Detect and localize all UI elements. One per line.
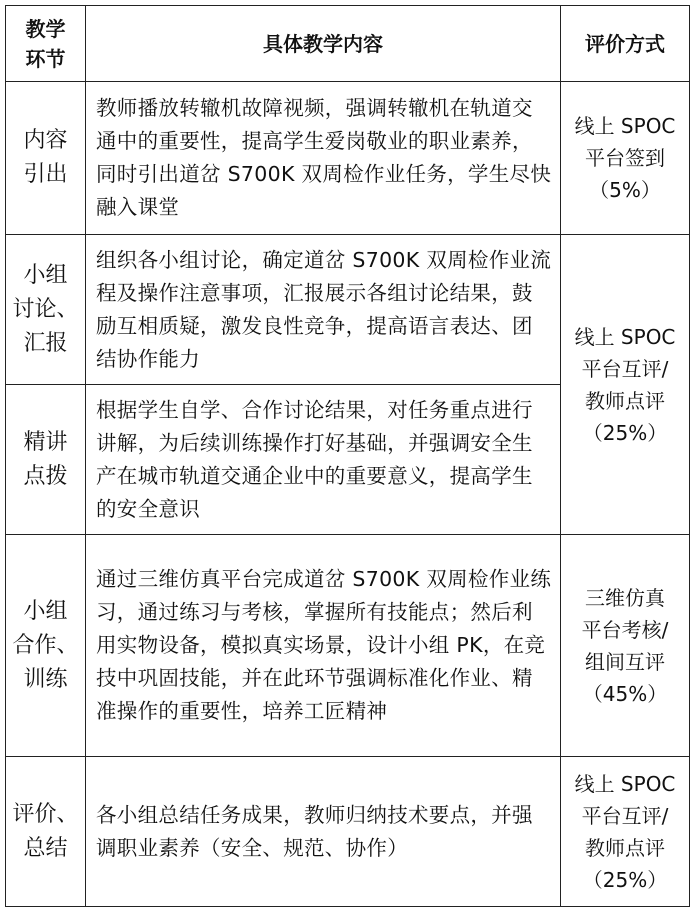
evaluation-line: 平台互评/ bbox=[581, 356, 669, 381]
stage-line: 精讲 bbox=[23, 429, 68, 455]
stage-line: 小组 bbox=[23, 262, 68, 288]
evaluation-line: 平台考核/ bbox=[581, 617, 669, 642]
stage-line: 引出 bbox=[23, 162, 68, 187]
evaluation-cell bbox=[561, 757, 690, 907]
content-cell: 通过三维仿真平台完成道岔 S700K 双周检作业练习，通过练习与考核，掌握所有技能点；然后利用实物设备，模拟真实场景，设计小组 PK，在竞技中巩固技能，并在此环节强调标准化作业、精准操作的重要性，培养工匠精神 bbox=[86, 535, 561, 757]
evaluation-line: 平台互评/ bbox=[581, 803, 669, 828]
evaluation-line: 教师点评 bbox=[585, 835, 665, 860]
evaluation-cell bbox=[561, 535, 690, 757]
evaluation-line: 线上 SPOC bbox=[574, 114, 676, 138]
stage-cell bbox=[6, 82, 86, 235]
stage-line: 训练 bbox=[23, 666, 68, 692]
stage-line: 总结 bbox=[23, 835, 68, 861]
evaluation-line: （25%） bbox=[582, 867, 668, 892]
evaluation-line: （45%） bbox=[582, 681, 668, 706]
evaluation-line: 三维仿真 bbox=[585, 585, 665, 610]
table-header-row bbox=[6, 6, 690, 82]
evaluation-line: （5%） bbox=[589, 178, 661, 202]
content-cell: 各小组总结任务成果，教师归纳技术要点，并强调职业素养（安全、规范、协作） bbox=[86, 757, 561, 907]
evaluation-cell bbox=[561, 82, 690, 235]
stage-line: 点拨 bbox=[23, 463, 68, 489]
header-stage-line: 环节 bbox=[25, 46, 66, 71]
evaluation-line: 线上 SPOC bbox=[574, 324, 676, 349]
table-row bbox=[6, 535, 690, 757]
table-row bbox=[6, 235, 690, 385]
evaluation-line: 线上 SPOC bbox=[574, 771, 676, 796]
table-row bbox=[6, 757, 690, 907]
stage-line: 评价、 bbox=[12, 801, 79, 827]
stage-line: 合作、 bbox=[12, 632, 79, 658]
stage-cell bbox=[6, 535, 86, 757]
content-cell: 根据学生自学、合作讨论结果，对任务重点进行讲解，为后续训练操作打好基础，并强调安全生产在城市轨道交通企业中的重要意义，提高学生的安全意识 bbox=[86, 385, 561, 535]
evaluation-line: 教师点评 bbox=[585, 388, 665, 413]
stage-cell bbox=[6, 757, 86, 907]
evaluation-line: 平台签到 bbox=[585, 146, 665, 170]
header-evaluation: 评价方式 bbox=[561, 6, 690, 82]
stage-cell bbox=[6, 385, 86, 535]
table-row bbox=[6, 82, 690, 235]
header-content: 具体教学内容 bbox=[86, 6, 561, 82]
stage-line: 汇报 bbox=[23, 330, 68, 356]
stage-cell bbox=[6, 235, 86, 385]
evaluation-cell-merged bbox=[561, 235, 690, 535]
stage-line: 讨论、 bbox=[12, 296, 79, 322]
evaluation-line: 组间互评 bbox=[585, 649, 665, 674]
content-cell: 组织各小组讨论，确定道岔 S700K 双周检作业流程及操作注意事项，汇报展示各组讨论结果，鼓励互相质疑，激发良性竞争，提高语言表达、团结协作能力 bbox=[86, 235, 561, 385]
header-stage-line: 教学 bbox=[25, 16, 66, 41]
stage-line: 小组 bbox=[23, 598, 68, 624]
content-cell: 教师播放转辙机故障视频，强调转辙机在轨道交通中的重要性，提高学生爱岗敬业的职业素养，同时引出道岔 S700K 双周检作业任务，学生尽快融入课堂 bbox=[86, 82, 561, 235]
evaluation-line: （25%） bbox=[582, 420, 668, 445]
stage-line: 内容 bbox=[23, 128, 68, 153]
teaching-table bbox=[5, 5, 690, 907]
header-stage bbox=[6, 6, 86, 82]
